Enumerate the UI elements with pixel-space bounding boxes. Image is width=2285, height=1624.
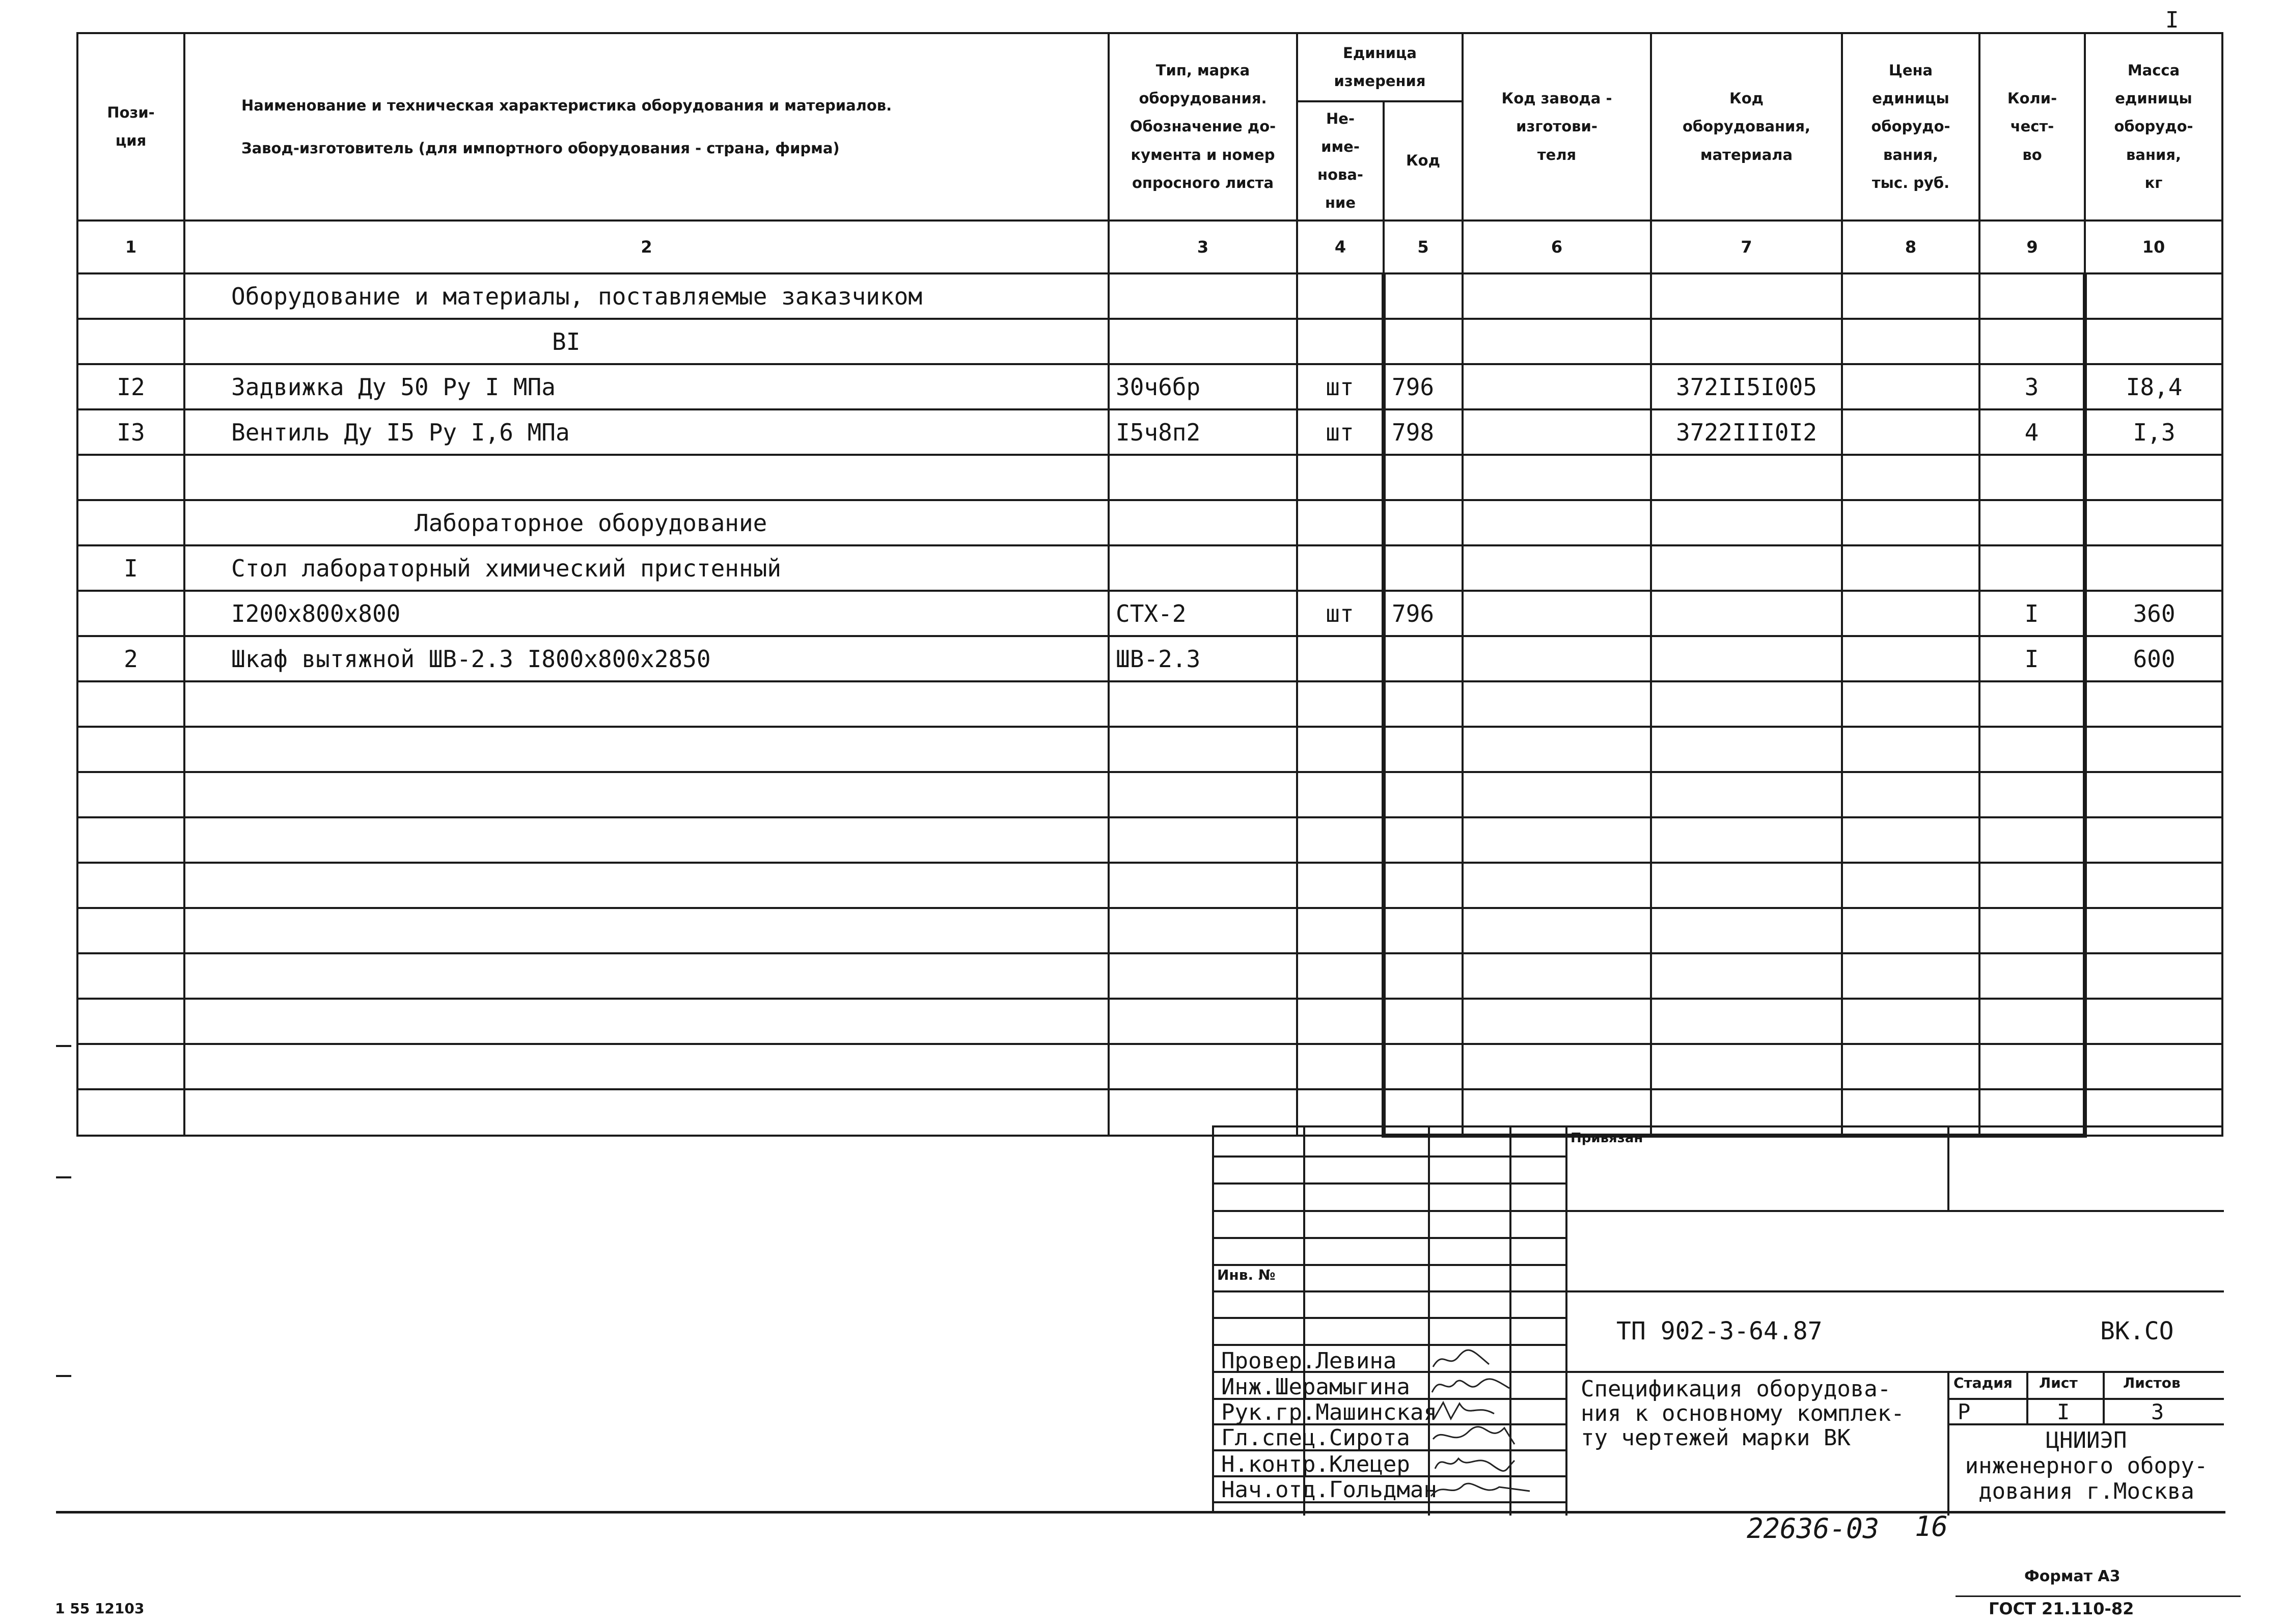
unit-code-cell	[1384, 953, 1463, 999]
name-cell	[184, 953, 1109, 999]
name-cell	[184, 908, 1109, 953]
price-cell	[1842, 953, 1979, 999]
signature-image	[1428, 1398, 1550, 1423]
name-cell: Вентиль Ду I5 Ру I,6 МПа	[184, 409, 1109, 455]
type-cell	[1109, 681, 1297, 727]
col-number: 6	[1463, 221, 1651, 273]
quantity-cell	[1979, 772, 2085, 817]
price-cell	[1842, 591, 1979, 636]
unit-code-cell	[1384, 999, 1463, 1044]
price-cell	[1842, 727, 1979, 772]
plant-code-cell	[1463, 1044, 1651, 1089]
specification-body	[77, 273, 2222, 1136]
name-cell	[184, 772, 1109, 817]
handwritten-number: 22636-03	[1747, 1512, 1880, 1545]
mass-cell	[2085, 772, 2222, 817]
col-number: 2	[184, 221, 1109, 273]
header-type: Тип, марка оборудования. Обозначение до- кумента и номер опросного листа	[1109, 33, 1297, 221]
plant-code-cell	[1463, 817, 1651, 863]
corner-mark: I	[2165, 7, 2179, 33]
col-number: 4	[1297, 221, 1384, 273]
pos-cell	[77, 953, 184, 999]
unit-cell	[1297, 953, 1384, 999]
quantity-cell	[1979, 727, 2085, 772]
mass-cell	[2085, 681, 2222, 727]
pos-cell	[77, 1044, 184, 1089]
equipment-code-cell	[1651, 591, 1842, 636]
header-price: Цена единицы оборудо- вания, тыс. руб.	[1842, 33, 1979, 221]
equipment-code-cell: 372II5I005	[1651, 364, 1842, 409]
table-row	[77, 545, 2222, 591]
plant-code-cell	[1463, 591, 1651, 636]
pos-cell	[77, 1089, 184, 1136]
pos-cell	[77, 273, 184, 319]
organization: ЦНИИЭП инженерного обору- дования г.Москва	[1965, 1427, 2208, 1504]
type-cell	[1109, 545, 1297, 591]
pos-cell	[77, 908, 184, 953]
document-mark: ВК.СО	[2100, 1317, 2174, 1345]
pos-cell: 2	[77, 636, 184, 681]
signature-image	[1428, 1450, 1550, 1475]
stage-value: Р	[1958, 1399, 1971, 1424]
name-cell: Оборудование и материалы, поставляемые заказчиком	[184, 273, 1109, 319]
type-cell	[1109, 953, 1297, 999]
margin-mark	[56, 1375, 71, 1377]
unit-code-cell	[1384, 500, 1463, 545]
equipment-code-cell	[1651, 500, 1842, 545]
footer-rule	[1956, 1595, 2241, 1597]
type-cell	[1109, 319, 1297, 364]
equipment-code-cell	[1651, 681, 1842, 727]
type-cell: СТХ-2	[1109, 591, 1297, 636]
quantity-cell	[1979, 273, 2085, 319]
table-row	[77, 636, 2222, 681]
plant-code-cell	[1463, 636, 1651, 681]
col-number: 1	[77, 221, 184, 273]
pos-cell	[77, 455, 184, 500]
unit-code-cell	[1384, 863, 1463, 908]
pos-cell	[77, 863, 184, 908]
quantity-cell	[1979, 455, 2085, 500]
type-cell	[1109, 817, 1297, 863]
name-cell: BI	[184, 319, 1109, 364]
price-cell	[1842, 817, 1979, 863]
quantity-cell	[1979, 1044, 2085, 1089]
mass-cell	[2085, 999, 2222, 1044]
plant-code-cell	[1463, 908, 1651, 953]
column-numbers-row	[77, 221, 2222, 273]
table-row	[77, 273, 2222, 319]
attached-label: Привязан	[1571, 1131, 1643, 1146]
equipment-code-cell	[1651, 273, 1842, 319]
unit-code-cell: 796	[1384, 591, 1463, 636]
unit-code-cell	[1384, 455, 1463, 500]
plant-code-cell	[1463, 455, 1651, 500]
signer-norm-control: Н.контр.Клецер	[1221, 1451, 1410, 1477]
unit-cell	[1297, 999, 1384, 1044]
price-cell	[1842, 273, 1979, 319]
equipment-code-cell	[1651, 863, 1842, 908]
name-cell	[184, 817, 1109, 863]
type-cell: 30ч6бр	[1109, 364, 1297, 409]
type-cell	[1109, 1044, 1297, 1089]
col-number: 7	[1651, 221, 1842, 273]
gost-label: ГОСТ 21.110-82	[1989, 1599, 2134, 1618]
unit-cell	[1297, 863, 1384, 908]
header-equip-code: Код оборудования, материала	[1651, 33, 1842, 221]
quantity-cell	[1979, 545, 2085, 591]
name-cell: Стол лабораторный химический пристенный	[184, 545, 1109, 591]
unit-cell	[1297, 636, 1384, 681]
table-row	[77, 817, 2222, 863]
col-number: 9	[1979, 221, 2085, 273]
plant-code-cell	[1463, 409, 1651, 455]
table-row	[77, 364, 2222, 409]
signer-engineer: Инж.Шерамыгина	[1221, 1374, 1410, 1400]
unit-code-cell	[1384, 636, 1463, 681]
header-qty: Коли- чест- во	[1979, 33, 2085, 221]
header-unit-name: Не- име- нова- ние	[1297, 101, 1384, 221]
quantity-cell	[1979, 817, 2085, 863]
name-cell	[184, 863, 1109, 908]
plant-code-cell	[1463, 545, 1651, 591]
pos-cell: I2	[77, 364, 184, 409]
unit-cell	[1297, 908, 1384, 953]
equipment-code-cell	[1651, 999, 1842, 1044]
document-number: ТП 902-3-64.87	[1616, 1317, 1823, 1345]
price-cell	[1842, 319, 1979, 364]
unit-cell: шт	[1297, 409, 1384, 455]
header-plant-code: Код завода - изготови- теля	[1463, 33, 1651, 221]
equipment-code-cell: 3722III0I2	[1651, 409, 1842, 455]
type-cell	[1109, 999, 1297, 1044]
plant-code-cell	[1463, 727, 1651, 772]
type-cell: ШВ-2.3	[1109, 636, 1297, 681]
table-row	[77, 455, 2222, 500]
pos-cell	[77, 999, 184, 1044]
plant-code-cell	[1463, 999, 1651, 1044]
quantity-cell: 3	[1979, 364, 2085, 409]
unit-code-cell	[1384, 319, 1463, 364]
price-cell	[1842, 545, 1979, 591]
margin-mark	[56, 1176, 71, 1178]
equipment-code-cell	[1651, 545, 1842, 591]
signature-image	[1428, 1373, 1550, 1397]
inventory-label: Инв. №	[1217, 1267, 1276, 1283]
title-block	[1212, 1125, 2222, 1513]
unit-cell	[1297, 545, 1384, 591]
signer-checked: Провер.Левина	[1221, 1348, 1397, 1374]
price-cell	[1842, 681, 1979, 727]
pos-cell	[77, 591, 184, 636]
equipment-code-cell	[1651, 319, 1842, 364]
quantity-cell: I	[1979, 636, 2085, 681]
quantity-cell	[1979, 953, 2085, 999]
unit-code-cell: 796	[1384, 364, 1463, 409]
name-cell	[184, 1044, 1109, 1089]
header-name: Наименование и техническая характеристика оборудования и материалов. Завод-изготовитель (для импортного оборудования - страна, фирма)	[184, 33, 1109, 221]
quantity-cell	[1979, 863, 2085, 908]
table-row	[77, 681, 2222, 727]
unit-cell: шт	[1297, 591, 1384, 636]
equipment-code-cell	[1651, 455, 1842, 500]
mass-cell	[2085, 319, 2222, 364]
handwritten-sheet: 16	[1915, 1510, 1948, 1543]
name-cell	[184, 681, 1109, 727]
mass-cell: 360	[2085, 591, 2222, 636]
stage-label: Стадия	[1953, 1374, 2013, 1391]
plant-code-cell	[1463, 772, 1651, 817]
price-cell	[1842, 455, 1979, 500]
sheets-label: Листов	[2123, 1374, 2181, 1391]
pos-cell: I	[77, 545, 184, 591]
unit-code-cell	[1384, 817, 1463, 863]
header-mass: Масса единицы оборудо- вания, кг	[2085, 33, 2222, 221]
signer-group-lead: Рук.гр.Машинская	[1221, 1399, 1437, 1425]
mass-cell	[2085, 727, 2222, 772]
mass-cell	[2085, 1044, 2222, 1089]
col-number: 3	[1109, 221, 1297, 273]
type-cell	[1109, 273, 1297, 319]
quantity-cell	[1979, 681, 2085, 727]
equipment-code-cell	[1651, 908, 1842, 953]
equipment-code-cell	[1651, 1044, 1842, 1089]
table-row	[77, 727, 2222, 772]
unit-cell	[1297, 455, 1384, 500]
unit-cell	[1297, 273, 1384, 319]
table-row	[77, 500, 2222, 545]
unit-cell: шт	[1297, 364, 1384, 409]
sheets-value: 3	[2151, 1399, 2164, 1424]
unit-cell	[1297, 319, 1384, 364]
pos-cell	[77, 772, 184, 817]
type-cell	[1109, 727, 1297, 772]
table-row	[77, 1044, 2222, 1089]
mass-cell	[2085, 455, 2222, 500]
mass-cell	[2085, 273, 2222, 319]
header-unit: Единица измерения	[1297, 33, 1463, 101]
table-row	[77, 953, 2222, 999]
signature-image	[1428, 1346, 1550, 1371]
page-code: 1 55 12103	[55, 1600, 145, 1617]
mass-cell	[2085, 545, 2222, 591]
type-cell	[1109, 500, 1297, 545]
name-cell	[184, 727, 1109, 772]
frame-bottom-line	[56, 1511, 2225, 1513]
pos-cell	[77, 500, 184, 545]
table-row	[77, 409, 2222, 455]
name-cell: Задвижка Ду 50 Ру I МПа	[184, 364, 1109, 409]
type-cell: I5ч8п2	[1109, 409, 1297, 455]
unit-cell	[1297, 772, 1384, 817]
unit-code-cell	[1384, 545, 1463, 591]
unit-code-cell: 798	[1384, 409, 1463, 455]
plant-code-cell	[1463, 681, 1651, 727]
price-cell	[1842, 908, 1979, 953]
quantity-cell: I	[1979, 591, 2085, 636]
pos-cell: I3	[77, 409, 184, 455]
table-row	[77, 772, 2222, 817]
mass-cell	[2085, 500, 2222, 545]
table-row	[77, 863, 2222, 908]
unit-code-cell	[1384, 1044, 1463, 1089]
pos-cell	[77, 681, 184, 727]
plant-code-cell	[1463, 953, 1651, 999]
specification-table	[76, 32, 2223, 1138]
equipment-code-cell	[1651, 727, 1842, 772]
equipment-code-cell	[1651, 953, 1842, 999]
pos-cell	[77, 817, 184, 863]
sheet-label: Лист	[2039, 1374, 2078, 1391]
price-cell	[1842, 863, 1979, 908]
name-cell: Лабораторное оборудование	[184, 500, 1109, 545]
mass-cell: 600	[2085, 636, 2222, 681]
plant-code-cell	[1463, 319, 1651, 364]
header-pos: Пози- ция	[77, 33, 184, 221]
unit-cell	[1297, 681, 1384, 727]
price-cell	[1842, 500, 1979, 545]
unit-cell	[1297, 1044, 1384, 1089]
price-cell	[1842, 772, 1979, 817]
quantity-cell: 4	[1979, 409, 2085, 455]
table-row	[77, 319, 2222, 364]
plant-code-cell	[1463, 364, 1651, 409]
col-number: 5	[1384, 221, 1463, 273]
type-cell	[1109, 772, 1297, 817]
signature-image	[1428, 1476, 1550, 1500]
price-cell	[1842, 364, 1979, 409]
document-title: Спецификация оборудова- ния к основному комплек- ту чертежей марки ВК	[1581, 1376, 1905, 1451]
table-row	[77, 908, 2222, 953]
quantity-cell	[1979, 908, 2085, 953]
signer-department-head: Нач.отд.Гольдман	[1221, 1477, 1437, 1503]
unit-code-cell	[1384, 908, 1463, 953]
mass-cell	[2085, 908, 2222, 953]
quantity-cell	[1979, 999, 2085, 1044]
plant-code-cell	[1463, 273, 1651, 319]
mass-cell	[2085, 953, 2222, 999]
unit-code-cell	[1384, 273, 1463, 319]
quantity-cell	[1979, 500, 2085, 545]
col-number: 10	[2085, 221, 2222, 273]
type-cell	[1109, 863, 1297, 908]
price-cell	[1842, 409, 1979, 455]
price-cell	[1842, 636, 1979, 681]
name-cell: I200x800x800	[184, 591, 1109, 636]
type-cell	[1109, 908, 1297, 953]
pos-cell	[77, 727, 184, 772]
plant-code-cell	[1463, 500, 1651, 545]
equipment-code-cell	[1651, 636, 1842, 681]
unit-code-cell	[1384, 772, 1463, 817]
mass-cell	[2085, 817, 2222, 863]
name-cell	[184, 455, 1109, 500]
plant-code-cell	[1463, 863, 1651, 908]
name-cell	[184, 999, 1109, 1044]
equipment-code-cell	[1651, 817, 1842, 863]
mass-cell	[2085, 863, 2222, 908]
signature-image	[1428, 1424, 1550, 1448]
mass-cell: I,3	[2085, 409, 2222, 455]
pos-cell	[77, 319, 184, 364]
table-row	[77, 999, 2222, 1044]
name-cell	[184, 1089, 1109, 1136]
quantity-cell	[1979, 319, 2085, 364]
unit-cell	[1297, 727, 1384, 772]
table-row	[77, 591, 2222, 636]
col-number: 8	[1842, 221, 1979, 273]
equipment-code-cell	[1651, 772, 1842, 817]
price-cell	[1842, 1044, 1979, 1089]
price-cell	[1842, 999, 1979, 1044]
unit-code-cell	[1384, 681, 1463, 727]
format-label: Формат А3	[2024, 1567, 2121, 1585]
name-cell: Шкаф вытяжной ШВ-2.3 I800x800x2850	[184, 636, 1109, 681]
header-unit-code: Код	[1384, 101, 1463, 221]
signer-chief-specialist: Гл.спец.Сирота	[1221, 1425, 1410, 1451]
type-cell	[1109, 455, 1297, 500]
header-row	[77, 33, 2222, 101]
unit-cell	[1297, 500, 1384, 545]
margin-mark	[56, 1045, 71, 1047]
unit-code-cell	[1384, 727, 1463, 772]
unit-cell	[1297, 817, 1384, 863]
mass-cell: I8,4	[2085, 364, 2222, 409]
sheet-value: I	[2057, 1399, 2070, 1424]
